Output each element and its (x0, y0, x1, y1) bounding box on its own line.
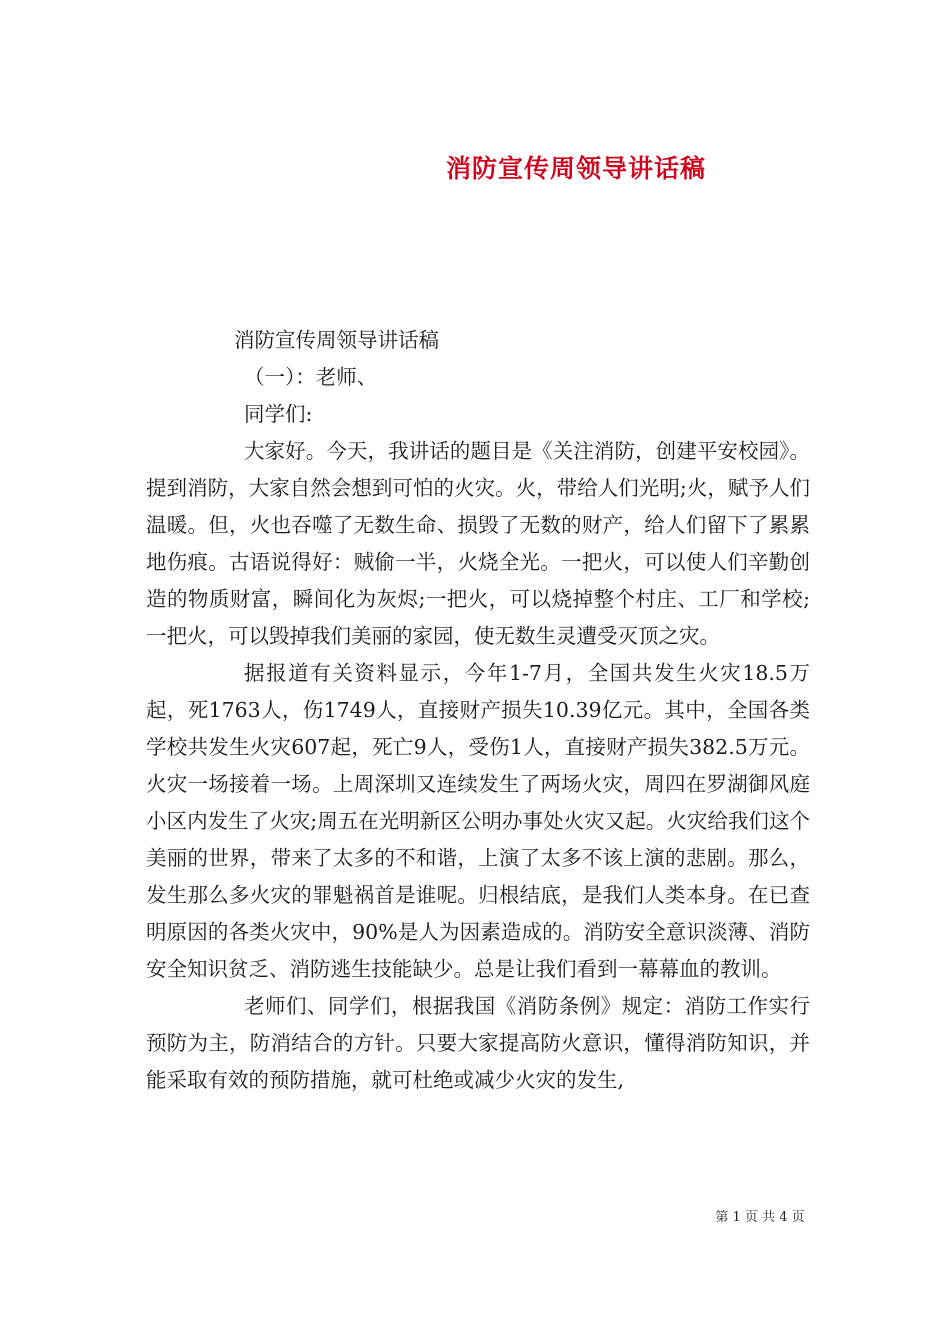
page-number: 第 1 页 共 4 页 (715, 1210, 805, 1225)
document-heading: 消防宣传周领导讲话稿 (234, 328, 439, 352)
greeting-line: 同学们: (244, 402, 313, 426)
document-body (146, 322, 810, 1099)
paragraph-2: 据报道有关资料显示，今年1-7月，全国共发生火灾18.5万起，死1763人，伤1749人，直接财产损失10.39亿元。其中，全国各类学校共发生火灾607起，死亡9人，受伤1人，直接财产损失382.5万元。火灾一场接着一场。上周深圳又连续发生了两场火灾，周四在罗湖御风庭小区内发生了火灾;周五在光明新区公明办事处火灾又起。火灾给我们这个美丽的世界，带来了太多的不和谐，上演了太多不该上演的悲剧。那么，发生那么多火灾的罪魁祸首是谁呢。归根结底，是我们人类本身。在已查明原因的各类火灾中，90%是人为因素造成的。消防安全意识淡薄、消防安全知识贫乏、消防逃生技能缺少。总是让我们看到一幕幕血的教训。 (146, 661, 810, 981)
document-title: 消防宣传周领导讲话稿 (445, 153, 706, 183)
document-subheading: （一）：老师、 (244, 365, 378, 389)
paragraph-1: 大家好。今天，我讲话的题目是《关注消防，创建平安校园》。提到消防，大家自然会想到可怕的火灾。火，带给人们光明;火，赋予人们温暖。但，火也吞噬了无数生命、损毁了无数的财产，给人们留下了累累地伤痕。古语说得好：贼偷一半，火烧全光。一把火，可以使人们辛勤创造的物质财富，瞬间化为灰烬;一把火，可以烧掉整个村庄、工厂和学校;一把火，可以毁掉我们美丽的家园，使无数生灵遭受灭顶之灾。 (146, 439, 810, 648)
paragraph-3: 老师们、同学们，根据我国《消防条例》规定：消防工作实行预防为主，防消结合的方针。只要大家提高防火意识，懂得消防知识，并能采取有效的预防措施，就可杜绝或减少火灾的发生, (146, 994, 810, 1092)
